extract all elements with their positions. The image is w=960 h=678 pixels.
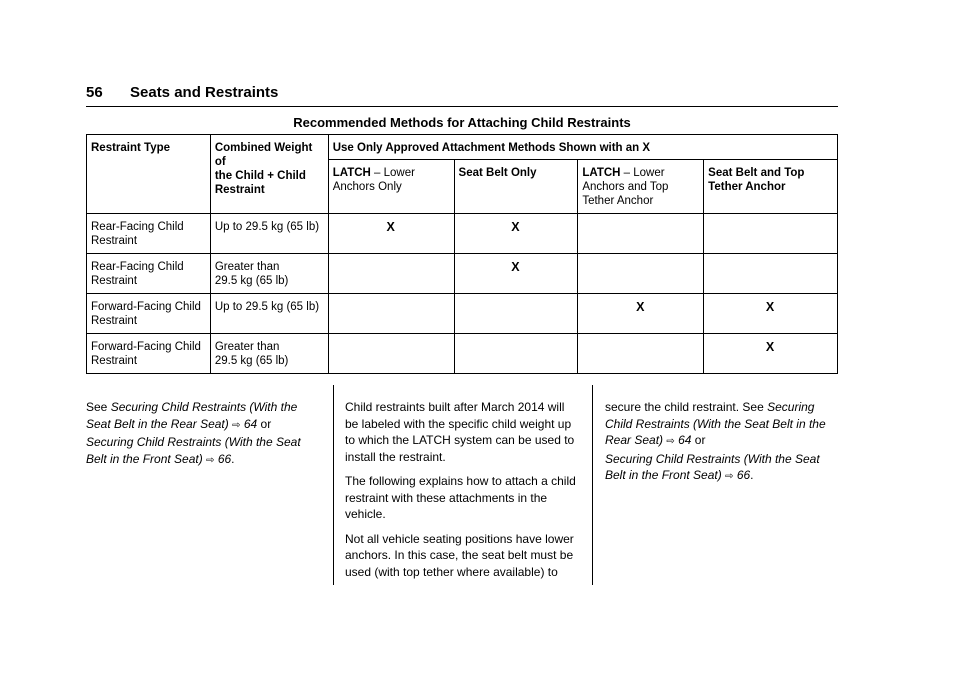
column-divider [333,385,334,585]
mark-cell: X [454,214,578,254]
mark-cell [328,334,454,374]
page-ref-arrow-icon: ⇨ [232,419,241,431]
link-securing-rear-seat[interactable]: Securing Child Restraints (With the Seat Belt in the Rear Seat) [605,400,826,447]
mark-cell [578,214,704,254]
mark-cell: X [704,334,838,374]
page-ref-arrow-icon: ⇨ [206,454,215,466]
restraint-type-cell: Rear-Facing Child Restraint [87,254,211,294]
mark-cell: X [704,294,838,334]
mark-cell: X [578,294,704,334]
column-2-text [345,399,581,588]
paragraph: The following explains how to attach a child restraint with these attachments in the vehicle. [345,474,576,521]
link-securing-front-seat[interactable]: Securing Child Restraints (With the Seat Belt in the Front Seat) [605,451,820,482]
weight-cell: Greater than 29.5 kg (65 lb) [210,334,328,374]
section-title: Seats and Restraints [130,84,279,101]
header-combined-weight: Combined Weight of the Child + Child Restraint [210,135,328,214]
header-methods-group: Use Only Approved Attachment Methods Shown with an X [328,135,837,160]
page-ref-66[interactable]: 66 [736,468,751,482]
paragraph: Not all vehicle seating positions have lower anchors. In this case, the seat belt must be used (with top tether where available) to [345,531,574,579]
page-ref-66[interactable]: 66 [217,451,232,466]
table-row [87,254,838,294]
mark-cell [578,334,704,374]
page-number: 56 [86,84,103,101]
table-row [87,294,838,334]
page-ref-64[interactable]: 64 [243,416,258,431]
link-securing-rear-seat[interactable]: Securing Child Restraints (With the Seat Belt in the Rear Seat) [86,400,298,431]
page-ref-64[interactable]: 64 [678,433,692,447]
mark-cell [454,334,578,374]
page-ref-arrow-icon: ⇨ [666,436,675,447]
mark-cell [704,214,838,254]
restraint-type-cell: Forward-Facing Child Restraint [87,294,211,334]
weight-cell: Up to 29.5 kg (65 lb) [210,214,328,254]
header-latch-lower-anchors: LATCH – Lower Anchors Only [328,160,454,214]
header-restraint-type: Restraint Type [87,135,211,214]
header-seat-belt-only: Seat Belt Only [454,160,578,214]
table-title: Recommended Methods for Attaching Child Restraints [293,115,631,130]
header-seat-belt-tether: Seat Belt and Top Tether Anchor [704,160,838,214]
column-3-text: secure the child restraint. See Securing Child Restraints (With the Seat Belt in the Rear Seat) ⇨ 64 or Securing Child Restraints (With the Seat Belt in the Front Seat) ⇨ 66. [605,400,826,482]
mark-cell [578,254,704,294]
table-row [87,334,838,374]
mark-cell [328,294,454,334]
mark-cell [704,254,838,294]
weight-cell: Up to 29.5 kg (65 lb) [210,294,328,334]
mark-cell: X [328,214,454,254]
page-ref-arrow-icon: ⇨ [725,471,734,482]
column-divider [592,385,593,585]
mark-cell: X [454,254,578,294]
mark-cell [454,294,578,334]
attachment-methods-table [86,134,838,374]
paragraph: Child restraints built after March 2014 will be labeled with the specific child weight up to which the LATCH system can be used to install the restraint. [345,400,575,464]
restraint-type-cell: Rear-Facing Child Restraint [87,214,211,254]
weight-cell: Greater than 29.5 kg (65 lb) [210,254,328,294]
column-1-text: See Securing Child Restraints (With the Seat Belt in the Rear Seat) ⇨ 64 or Securing Child Restraints (With the Seat Belt in the Front Seat) ⇨ 66. [86,400,301,466]
header-latch-lower-tether: LATCH – Lower Anchors and Top Tether Anchor [578,160,704,214]
table-row [87,214,838,254]
restraint-type-cell: Forward-Facing Child Restraint [87,334,211,374]
link-securing-front-seat[interactable]: Securing Child Restraints (With the Seat Belt in the Front Seat) [86,435,301,466]
page-header [86,84,838,107]
mark-cell [328,254,454,294]
